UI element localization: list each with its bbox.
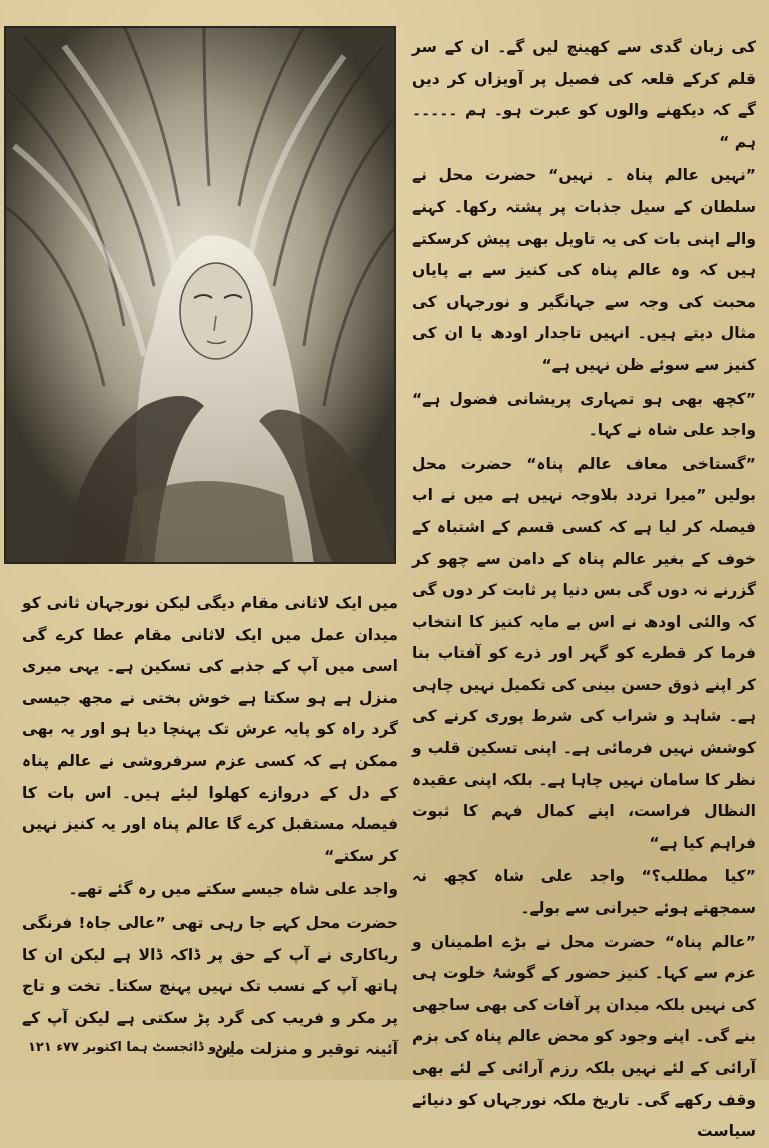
paragraph: ”نہیں عالم پناہ ۔ نہیں“ حضرت محل نے سلطان کے سیل جذبات پر پشتہ رکھا۔ کہنے والے اپنی بات کی یہ تاویل بھی پیش کرسکتے ہیں کہ وہ عالم پناہ کی کنیز سے بے پایاں محبت کی وجہ سے جہانگیر و نورجہاں کی مثال دیتے ہیں۔ انہیں تاجدار اودھ یا ان کی کنیز سے سوئے ظن نہیں ہے“ (412, 166, 756, 374)
paragraph: ”گستاخی معاف عالم پناہ“ حضرت محل بولیں ”میرا تردد بلاوجہ نہیں ہے میں نے اب فیصلہ کر لیا ہے کہ کسی قسم کے اشتباہ کے خوف کے بغیر عالم پناہ کے دامن سے چھو کر گزرنے نہ دوں گی بس دنیا پر ثابت کر دوں گی کہ والئی اودھ نے اس بے مایہ کنیز کا انتخاب فرما کر قطرے کو گہر اور ذرے کو آفتاب بنا کر اپنے ذوق حسن بینی کی تکمیل نہیں چاہی ہے۔ شاہد و شراب کی شرط پوری کرنے کی کوشش نہیں فرمائی ہے۔ اپنی تسکین قلب و نظر کا سامان نہیں چاہا ہے۔ بلکہ اپنی عقیدہ النظال فراست، اپنے کمال فہم کا ثبوت فراہم کیا ہے“ (411, 454, 756, 852)
paragraph: حضرت محل کہے جا رہی تھی ”عالی جاہ! فرنگی ریاکاری نے آپ کے حق پر ڈاکہ ڈالا ہے لیکن ان کا ہاتھ آپ کے نسب تک نہیں پہنچ سکتا۔ تخت و تاج پر مکر و فریب کی گرد پڑ سکتی ہے لیکن آپ کے آئینہ توقیر و منزلت میں (22, 913, 398, 1059)
woman-sketch-image (4, 26, 396, 564)
paragraph: ”کیا مطلب؟“ واجد علی شاہ کچھ نہ سمجھتے ہوئے حیرانی سے بولے۔ (412, 867, 756, 918)
paragraph: ”کچھ بھی ہو تمہاری پریشانی فضول ہے“ واجد علی شاہ نے کہا۔ (412, 389, 756, 440)
paragraph: واجد علی شاہ جیسے سکتے میں رہ گئے تھے۔ (68, 880, 398, 899)
paragraph: کی زبان گدی سے کھینچ لیں گے۔ ان کے سر قلم کرکے قلعہ کی فصیل پر آویزاں کر دیں گے کہ دیکھنے والوں کو عبرت ہو۔ ہم ۔۔۔۔۔ ہم “ (412, 38, 756, 151)
paragraph: ”عالم پناہ“ حضرت محل نے بڑے اطمینان و عزم سے کہا۔ کنیز حضور کے گوشۂ خلوت ہی کی نہیں بلکہ میدان پر آفات کی بھی ساجھی بنے گی۔ اپنے وجود کو محض عالم پناہ کی بزم آرائی کے لئے نہیں بلکہ رزم آرائی کے لئے بھی وقف رکھے گی۔ تاریخ ملکہ نورجہاں کو دنیائے سیاست (412, 932, 756, 1141)
right-text-column (412, 32, 756, 1148)
woman-illustration (4, 26, 396, 564)
paragraph: میں ایک لاثانی مقام دیگی لیکن نورجہان ثانی کو میدان عمل میں ایک لاثانی مقام عطا کرے گی اسی میں آپ کے جذبے کی تسکین ہے۔ یہی میری منزل ہے ہو سکتا ہے خوش بختی نے مجھ جیسی گرد راہ کو پایہ عرش تک پہنچا دیا ہو اور یہ بھی ممکن ہے کہ کسی عزم سرفروشی نے عالم پناہ کے دل کے دروازے کھلوا لیئے ہیں۔ اس بات کا فیصلہ مستقبل کرے گا عالم پناہ اور یہ کنیز نہیں کر سکتے“ (22, 594, 398, 865)
left-text-column (22, 588, 398, 1066)
page-footer: اردو ڈائجسٹ ہما اکتوبر ۷۷ء ۱۲۱ (28, 1040, 235, 1055)
